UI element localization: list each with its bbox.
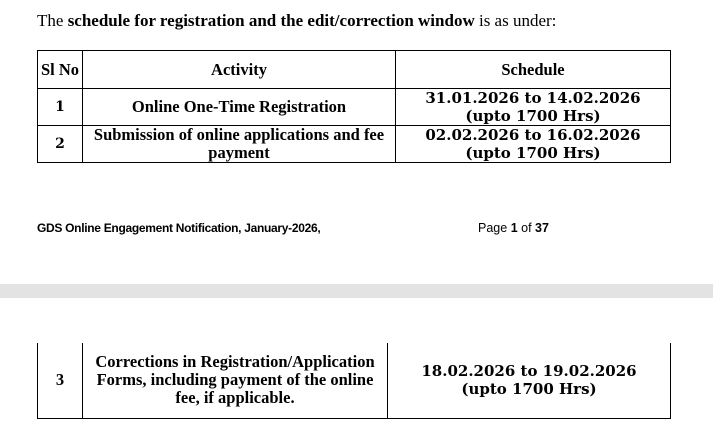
- row-schedule: [396, 126, 671, 163]
- header-schedule: Schedule: [396, 51, 671, 89]
- header-activity: Activity: [83, 51, 396, 89]
- intro-post: is as under:: [474, 11, 557, 30]
- row-activity: Submission of online applications and fee payment: [83, 126, 396, 163]
- row-schedule: [396, 89, 671, 126]
- intro-bold: schedule for registration and the edit/correction window: [67, 11, 475, 30]
- table-row: [38, 89, 671, 126]
- schedule-date: 31.01.2026 to 14.02.2026: [425, 89, 641, 107]
- schedule-time: (upto 1700 Hrs): [465, 144, 601, 162]
- row-schedule: [388, 343, 671, 418]
- footer-doc-title: GDS Online Engagement Notification, January-2026,: [37, 221, 321, 235]
- schedule-date: 18.02.2026 to 19.02.2026: [421, 362, 637, 381]
- schedule-table-continued: [37, 343, 671, 419]
- page-separator: [0, 284, 713, 298]
- schedule-time: (upto 1700 Hrs): [461, 380, 597, 399]
- row-activity: Online One-Time Registration: [83, 89, 396, 126]
- page-number: [478, 221, 549, 235]
- intro-pre: The: [37, 11, 68, 30]
- schedule-time: (upto 1700 Hrs): [465, 107, 601, 125]
- header-sl: Sl No: [38, 51, 83, 89]
- row-sl: 2: [38, 126, 83, 163]
- row-sl: 1: [38, 89, 83, 126]
- page-total: 37: [535, 221, 549, 235]
- table-header-row: [38, 51, 671, 89]
- row-activity: Corrections in Registration/Application Forms, including payment of the online fee, if applicable.: [83, 343, 388, 418]
- page-current: 1: [510, 221, 518, 235]
- table-row: [38, 343, 671, 418]
- page-label: Page: [478, 221, 508, 235]
- page-of: of: [521, 221, 532, 235]
- row-sl: 3: [38, 343, 83, 418]
- intro-text: [37, 11, 556, 31]
- table-row: [38, 126, 671, 163]
- schedule-date: 02.02.2026 to 16.02.2026: [425, 126, 641, 144]
- schedule-table: [37, 50, 671, 163]
